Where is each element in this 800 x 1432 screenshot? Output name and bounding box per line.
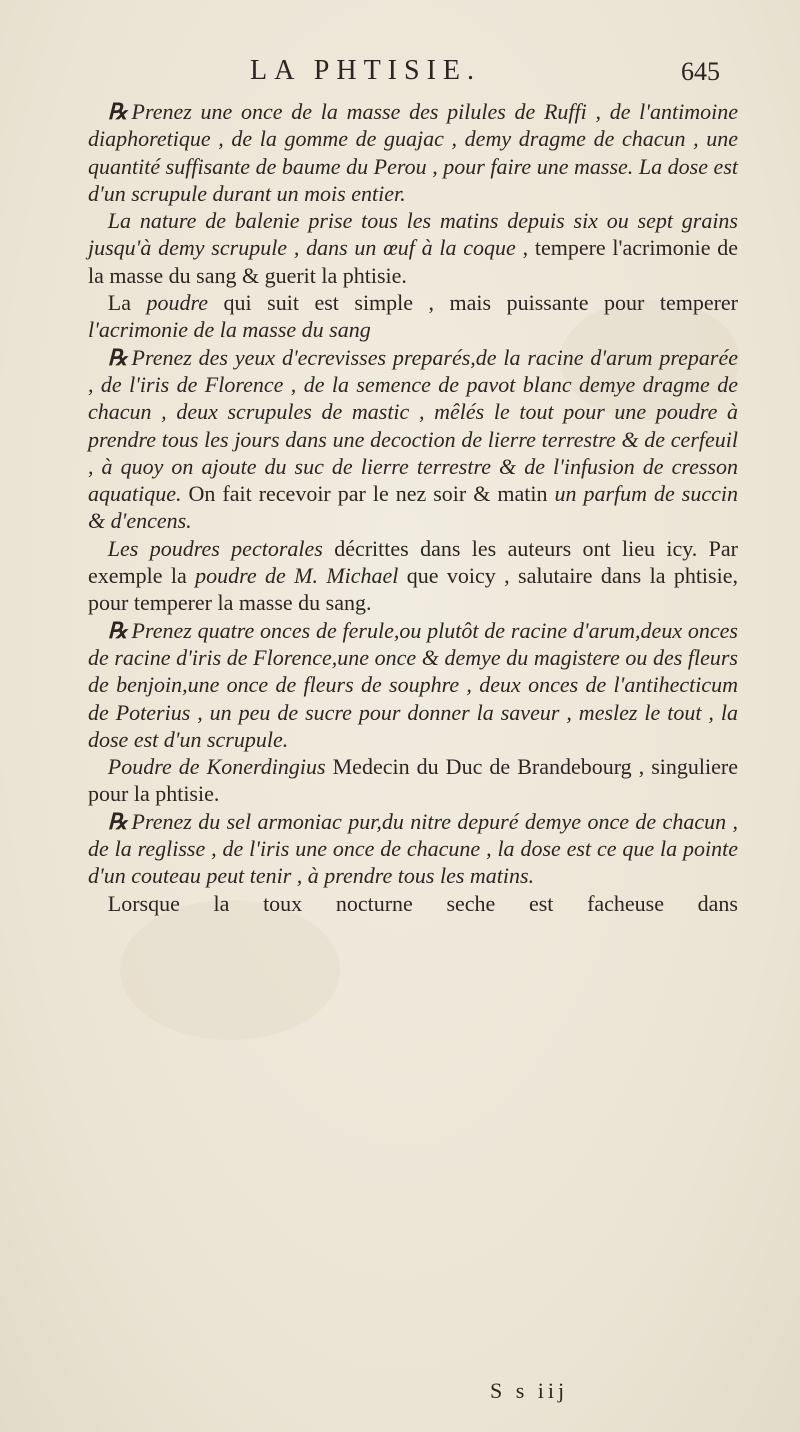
page-header: [0, 55, 800, 95]
roman-text: , tempere l'acrimonie de la masse du sang & guerit la phtisie.: [88, 235, 738, 288]
italic-text: Prenez une once de la masse des pilules de Ruffi , de l'antimoine diaphoretique , de la gomme de guajac , demy dragme de chacun , une quantité suffisante de baume du Perou , pour faire une masse. La dose est d'un scrupule durant un mois entier.: [88, 99, 738, 206]
roman-text: que voicy , salutaire dans la phtisie, pour temperer la masse du sang.: [88, 563, 738, 616]
italic-text: Prenez des yeux d'ecrevisses preparés,de la racine d'arum preparée , de l'iris de Florence , de la semence de pavot blanc demye dragme de chacun , deux scrupules de mastic , mêlés le tout pour une poudre à prendre tous les jours dans une decoction de lierre terrestre & de cerfeuil , à quoy on ajoute du suc de lierre terrestre & de l'infusion de cresson aquatique.: [88, 344, 738, 507]
paragraph: [88, 890, 738, 917]
italic-text: un parfum de succin & d'encens.: [88, 481, 738, 534]
paragraph: [88, 98, 738, 207]
paragraph: [88, 535, 738, 617]
italic-text: poudre: [146, 290, 209, 316]
roman-text: La: [107, 290, 147, 316]
paragraph: [88, 617, 738, 753]
running-title: LA PHTISIE.: [250, 55, 481, 86]
paper-stain: [120, 900, 340, 1040]
recipe-symbol: ℞: [107, 344, 128, 370]
roman-text: qui suit est simple , mais puissante pour temperer: [208, 290, 738, 316]
body-text: [88, 98, 738, 917]
italic-text: Prenez du sel armoniac pur,du nitre depuré demye once de chacun , de la reglisse , de l'iris une once de chacune , la dose est ce que la pointe d'un couteau peut tenir , à prendre tous les matins.: [88, 808, 738, 889]
italic-text: poudre de M. Michael: [195, 563, 399, 589]
roman-text: Medecin du Duc de Brandebourg , singuliere pour la phtisie.: [88, 754, 738, 807]
italic-text: l'acrimonie de la masse du sang: [88, 317, 371, 343]
italic-text: La nature de balenie prise tous les matins depuis six ou sept grains jusqu'à demy scrupule , dans un œuf à la coque: [88, 208, 738, 261]
paragraph: [88, 808, 738, 890]
roman-text: décrittes dans les auteurs ont lieu icy. Par exemple la: [88, 535, 738, 589]
paragraph: [88, 289, 738, 344]
paragraph: [88, 344, 738, 535]
recipe-symbol: ℞: [107, 808, 128, 834]
italic-text: Prenez quatre onces de ferule,ou plutôt de racine d'arum,deux onces de racine d'iris de Florence,une once & demye du magistere ou des fleurs de benjoin,une once de fleurs de souphre , deux onces de l'antihecticum de Poterius , un peu de sucre pour donner la saveur , meslez le tout , la dose est d'un scrupule.: [88, 617, 738, 752]
page-number: 645: [681, 57, 720, 86]
paragraph: [88, 207, 738, 289]
paragraph: [88, 753, 738, 808]
signature-mark: S s iij: [490, 1378, 569, 1403]
italic-text: Poudre de Konerdingius: [107, 754, 326, 780]
italic-text: Les poudres pectorales: [107, 535, 323, 561]
recipe-symbol: ℞: [107, 617, 128, 643]
roman-text: Lorsque la toux nocturne seche est facheuse dans: [107, 890, 738, 916]
recipe-symbol: ℞: [107, 99, 128, 124]
roman-text: On fait recevoir par le nez soir & matin: [181, 481, 555, 507]
